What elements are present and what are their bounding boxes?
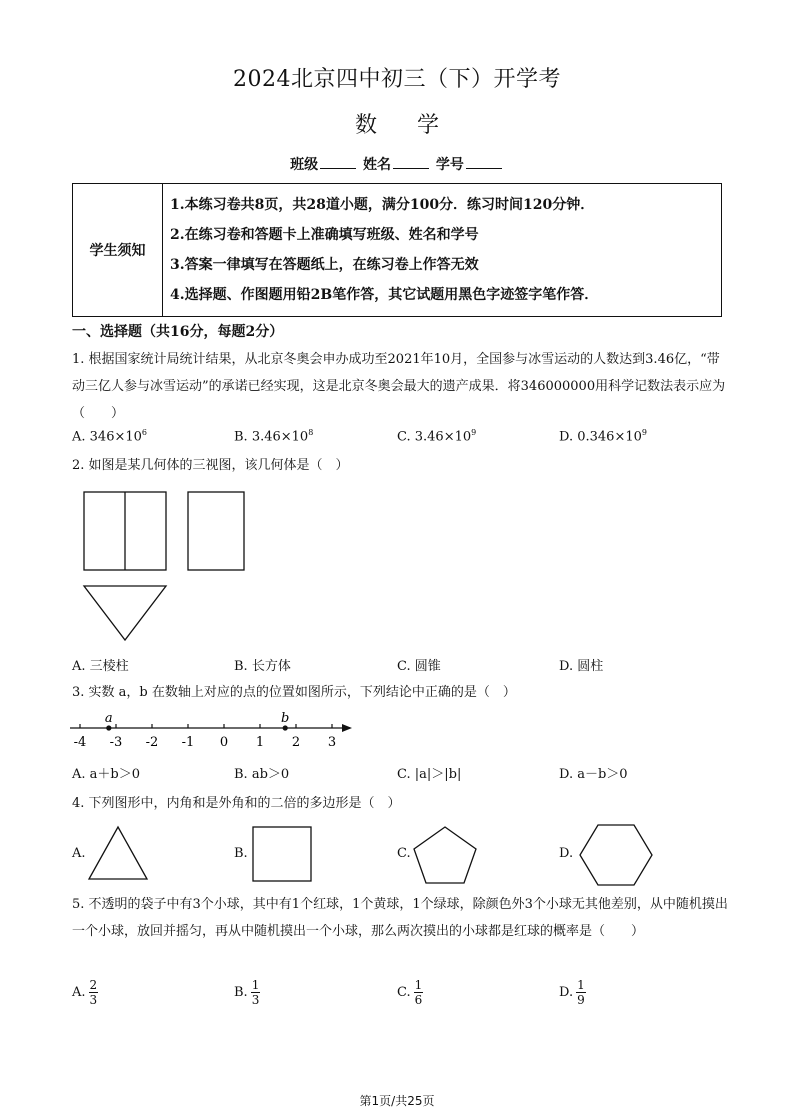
fraction: [414, 978, 424, 1007]
notice-items: [170, 190, 715, 310]
q1-option-a-exp: 6: [141, 428, 147, 437]
question-2-text: 2. 如图是某几何体的三视图，该几何体是（ ）: [72, 458, 349, 473]
q4-option-b: B.: [234, 846, 248, 861]
page-title: 2024北京四中初三（下）开学考: [233, 67, 561, 92]
q4-option-a: A.: [72, 846, 86, 861]
class-label: 班级: [290, 157, 319, 173]
page-footer: 第1页/共25页: [359, 1094, 435, 1108]
side-view: [188, 492, 244, 570]
q4-option-c: C.: [397, 846, 411, 861]
q5-option-c-label: C.: [397, 985, 411, 1000]
axis-tick-label: -1: [181, 735, 195, 750]
point-b-label: b: [281, 711, 290, 726]
axis-tick-label: 2: [291, 735, 301, 750]
fraction: [89, 978, 99, 1007]
notice-item: 4.选择题、作图题用铅2B笔作答，其它试题用黑色字迹签字笔作答．: [170, 287, 599, 303]
q2-option-d: D. 圆柱: [559, 659, 604, 674]
q5-option-a: [72, 978, 98, 1007]
q1-option-b: [234, 428, 313, 444]
question-2-options: [0, 655, 794, 675]
q1-option-b-exp: 8: [308, 428, 314, 437]
point-a-label: a: [104, 711, 113, 726]
q1-option-d-label: D. 0.346×10: [559, 429, 642, 445]
denominator: 3: [251, 993, 260, 1007]
q1-option-c-exp: 9: [471, 428, 477, 437]
q1-option-a: [72, 428, 147, 444]
question-4-text: 4. 下列图形中，内角和是外角和的二倍的多边形是（ ）: [72, 796, 401, 811]
id-blank: [466, 156, 502, 169]
q2-option-b: B. 长方体: [234, 659, 291, 674]
fraction: [251, 978, 261, 1007]
q3-option-d: D. a－b＞0: [559, 767, 628, 782]
question-3-text: 3. 实数 a，b 在数轴上对应的点的位置如图所示，下列结论中正确的是（ ）: [72, 685, 516, 700]
axis-tick-label: 0: [219, 735, 229, 750]
axis-tick-label: 1: [255, 735, 265, 750]
notice-item: 2.在练习卷和答题卡上准确填写班级、姓名和学号: [170, 227, 479, 243]
class-blank: [320, 156, 356, 169]
section-heading: 一、选择题（共16分，每题2分）: [72, 324, 284, 340]
number-line: [66, 706, 366, 752]
triangle-shape: [86, 824, 150, 882]
q1-option-d: [559, 428, 647, 444]
notice-label: 学生须知: [73, 184, 163, 316]
denominator: 6: [414, 993, 423, 1007]
q2-option-c: C. 圆锥: [397, 659, 441, 674]
axis-tick-label: -2: [145, 735, 159, 750]
denominator: 3: [89, 993, 98, 1007]
q1-option-c-label: C. 3.46×10: [397, 429, 472, 445]
three-view-figure: [80, 488, 255, 643]
question-1-text: 1. 根据国家统计局统计结果，从北京冬奥会申办成功至2021年10月，全国参与冰雪运动的人数达到3.46亿，“带动三亿人参与冰雪运动”的承诺已经实现，这是北京冬奥会最大的遗产成果．将346000000用科学记数法表示应为（ ）: [72, 352, 726, 421]
q3-option-b: B. ab＞0: [234, 767, 290, 782]
axis-tick-label: -3: [109, 735, 123, 750]
q5-option-b-label: B.: [234, 985, 248, 1000]
q5-option-b: [234, 978, 260, 1007]
student-notice-box: [72, 183, 722, 317]
point-a: [106, 725, 111, 730]
id-label: 学号: [435, 157, 464, 173]
number-line-arrow: [342, 724, 352, 732]
q1-option-a-label: A. 346×10: [72, 429, 142, 445]
question-1-options: [0, 428, 794, 448]
notice-item: 1.本练习卷共8页，共28道小题，满分100分．练习时间120分钟．: [170, 197, 595, 213]
student-info-line: [0, 154, 794, 174]
denominator: 9: [577, 993, 585, 1007]
pentagon-shape: [410, 824, 480, 886]
point-b: [283, 725, 288, 730]
q1-option-b-label: B. 3.46×10: [234, 429, 309, 445]
q3-option-a: A. a＋b＞0: [72, 767, 140, 782]
subject-title: 数学: [354, 113, 479, 138]
numerator: 1: [414, 978, 423, 992]
q5-option-a-label: A.: [72, 985, 86, 1000]
q5-option-c: [397, 978, 423, 1007]
question-4-options: [0, 822, 794, 892]
top-view-triangle: [84, 586, 166, 640]
question-5-options: [0, 978, 794, 1014]
axis-tick-label: 3: [327, 735, 337, 750]
question-5-text: 5. 不透明的袋子中有3个小球，其中有1个红球，1个黄球，1个绿球，除颜色外3个小球无其他差别，从中随机摸出一个小球，放回并摇匀，再从中随机摸出一个小球，那么两次摸出的小球都是红球的概率是（ ）: [72, 897, 728, 939]
q1-option-d-exp: 9: [641, 428, 647, 437]
q5-option-d: [559, 978, 586, 1007]
q4-option-d: D.: [559, 846, 574, 861]
name-label: 姓名: [363, 157, 391, 173]
axis-tick-label: -4: [73, 735, 87, 750]
square-shape: [250, 824, 314, 884]
numerator: 1: [251, 978, 260, 992]
question-3-options: [0, 763, 794, 783]
notice-item: 3.答案一律填写在答题纸上，在练习卷上作答无效: [170, 257, 479, 273]
name-blank: [393, 156, 429, 169]
q5-option-d-label: D.: [559, 985, 574, 1000]
hexagon-shape: [576, 822, 656, 888]
numerator: 1: [577, 978, 585, 992]
fraction: [576, 978, 586, 1007]
numerator: 2: [89, 978, 98, 992]
q3-option-c: C. |a|＞|b|: [397, 767, 462, 782]
q2-option-a: A. 三棱柱: [72, 659, 129, 674]
q1-option-c: [397, 428, 476, 444]
